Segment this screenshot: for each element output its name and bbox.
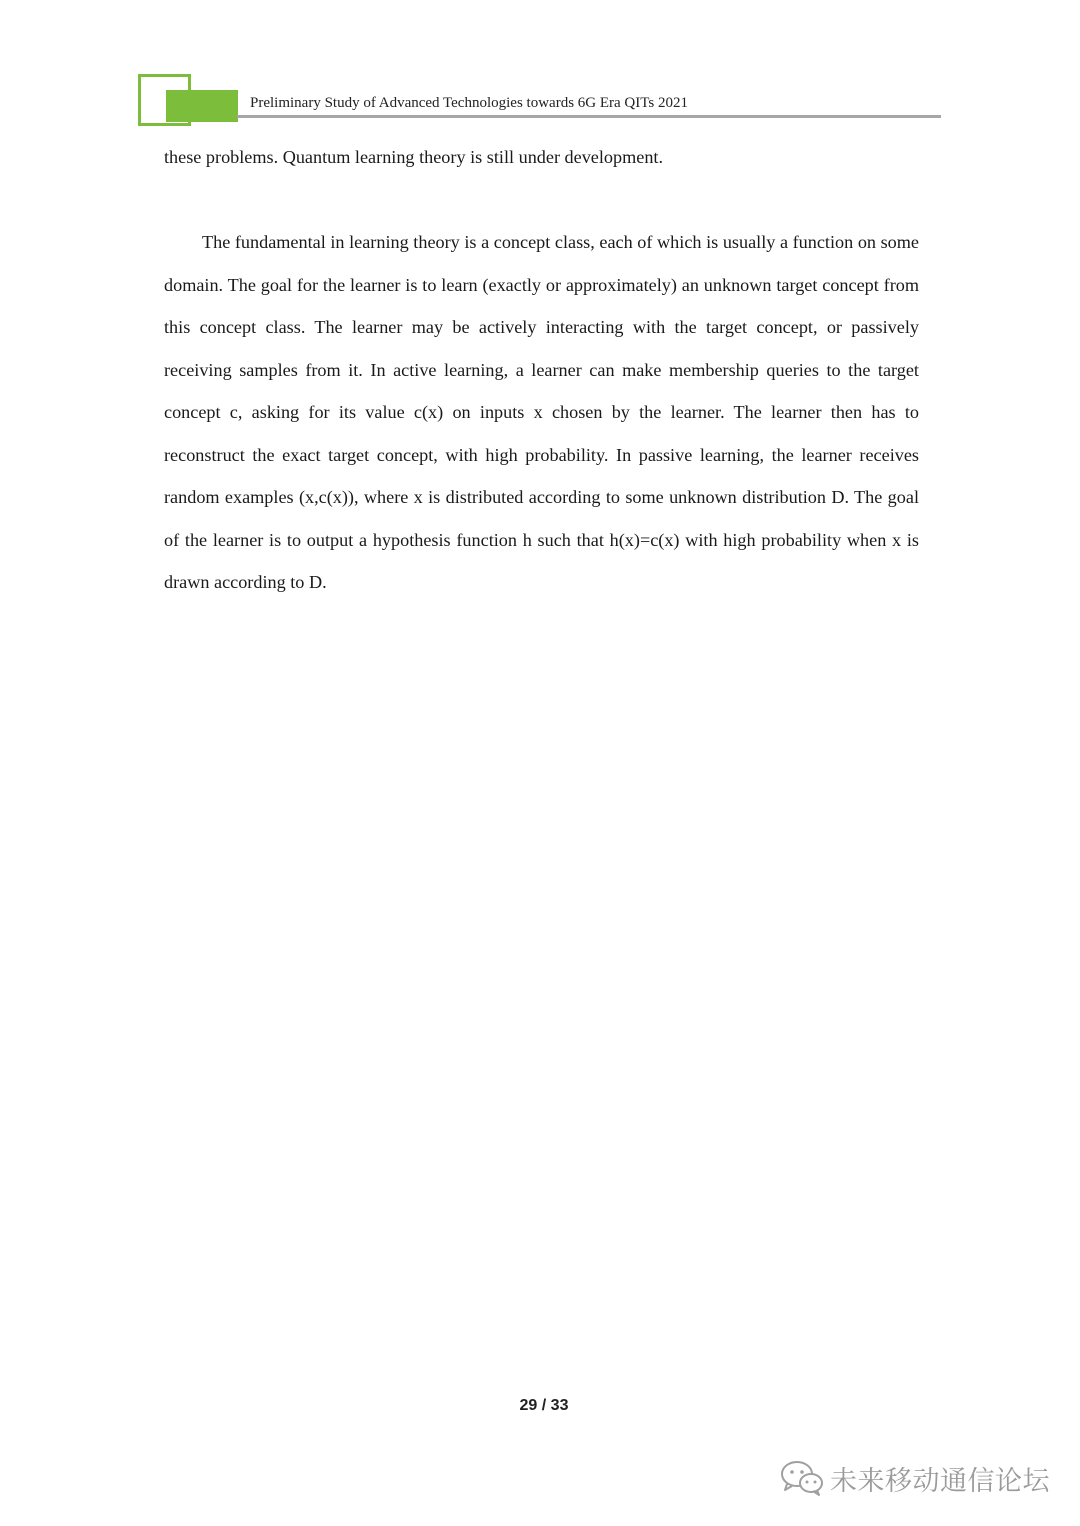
header-rule [237,115,941,118]
watermark-text: 未来移动通信论坛 [830,1465,1050,1497]
paragraph-continued: these problems. Quantum learning theory is still under development. [164,147,664,167]
header-logo [138,74,238,130]
wechat-icon [778,1458,826,1498]
watermark [778,1456,1050,1500]
running-header-title: Preliminary Study of Advanced Technologies towards 6G Era QITs 2021 [250,95,688,111]
page-number: 29 / 33 [519,1397,569,1414]
paragraph-learning-theory: The fundamental in learning theory is a concept class, each of which is usually a function on some domain. The goal for the learner is to learn (exactly or approximately) an unknown target concept from this concept class. The learner may be actively interacting with the target concept, or passively receiving samples from it. In active learning, a learner can make membership queries to the target concept c, asking for its value c(x) on inputs x chosen by the learner. The learner then has to reconstruct the exact target concept, with high probability. In passive learning, the learner receives random examples (x,c(x)), where x is distributed according to some unknown distribution D. The goal of the learner is to output a hypothesis function h such that h(x)=c(x) with high probability when x is drawn according to D. [164,232,919,592]
logo-fill-block [166,90,238,122]
